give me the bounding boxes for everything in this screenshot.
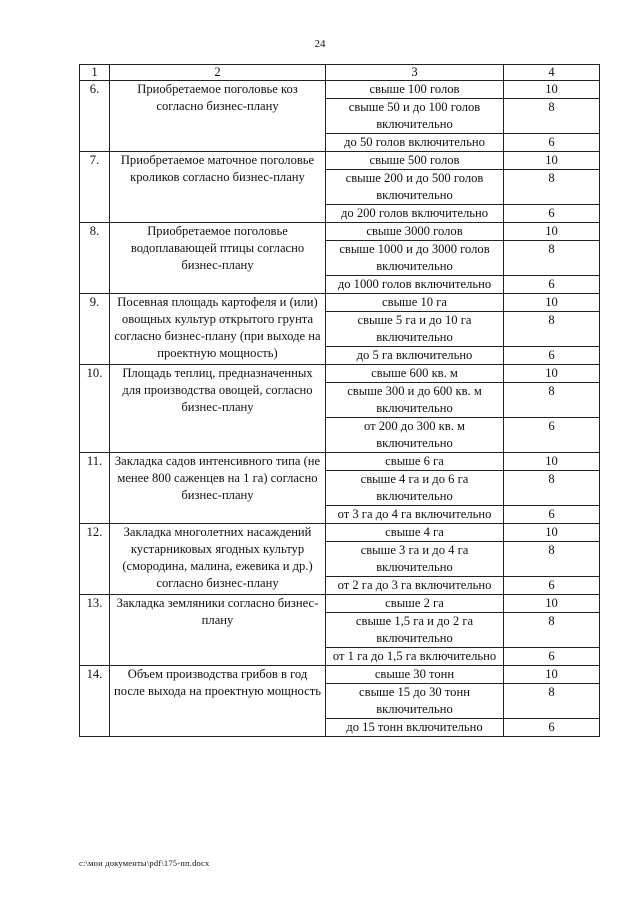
criterion-range: свыше 4 га xyxy=(326,524,504,542)
page-number: 24 xyxy=(314,38,326,50)
header-cell: 4 xyxy=(504,65,600,81)
criterion-range: свыше 10 га xyxy=(326,294,504,312)
criterion-name: Закладка садов интенсивного типа (не менее 800 саженцев на 1 га) согласно бизнес-плану xyxy=(110,453,326,524)
criterion-score: 10 xyxy=(504,666,600,684)
criterion-range: до 5 га включительно xyxy=(326,347,504,365)
row-number: 6. xyxy=(80,81,110,152)
criterion-range: от 200 до 300 кв. м включительно xyxy=(326,418,504,453)
criterion-name: Закладка земляники согласно бизнес-плану xyxy=(110,595,326,666)
header-cell: 1 xyxy=(80,65,110,81)
row-number: 12. xyxy=(80,524,110,595)
criterion-score: 6 xyxy=(504,577,600,595)
table-row xyxy=(80,524,600,542)
criterion-score: 6 xyxy=(504,719,600,737)
criterion-name: Приобретаемое маточное поголовье кроликов согласно бизнес-плану xyxy=(110,152,326,223)
criterion-score: 8 xyxy=(504,99,600,134)
criterion-range: свыше 15 до 30 тонн включительно xyxy=(326,684,504,719)
criterion-score: 6 xyxy=(504,276,600,294)
table-row xyxy=(80,223,600,241)
criterion-score: 8 xyxy=(504,312,600,347)
criterion-range: свыше 300 и до 600 кв. м включительно xyxy=(326,383,504,418)
row-number: 9. xyxy=(80,294,110,365)
criterion-score: 6 xyxy=(504,648,600,666)
criterion-range: до 200 голов включительно xyxy=(326,205,504,223)
criterion-score: 6 xyxy=(504,134,600,152)
criterion-range: свыше 30 тонн xyxy=(326,666,504,684)
table-row xyxy=(80,81,600,99)
criterion-name: Объем производства грибов в год после выхода на проектную мощность xyxy=(110,666,326,737)
criterion-score: 10 xyxy=(504,81,600,99)
table-row xyxy=(80,595,600,613)
criterion-range: до 50 голов включительно xyxy=(326,134,504,152)
row-number: 10. xyxy=(80,365,110,453)
table-row xyxy=(80,152,600,170)
criterion-score: 6 xyxy=(504,506,600,524)
criterion-range: свыше 3000 голов xyxy=(326,223,504,241)
criterion-score: 8 xyxy=(504,170,600,205)
criterion-score: 8 xyxy=(504,383,600,418)
criterion-score: 10 xyxy=(504,152,600,170)
criterion-name: Приобретаемое поголовье водоплавающей птицы согласно бизнес-плану xyxy=(110,223,326,294)
row-number: 8. xyxy=(80,223,110,294)
criterion-range: от 2 га до 3 га включительно xyxy=(326,577,504,595)
criterion-range: свыше 3 га и до 4 га включительно xyxy=(326,542,504,577)
criterion-range: от 3 га до 4 га включительно xyxy=(326,506,504,524)
criterion-name: Площадь теплиц, предназначенных для производства овощей, согласно бизнес-плану xyxy=(110,365,326,453)
row-number: 7. xyxy=(80,152,110,223)
criterion-range: свыше 1000 и до 3000 голов включительно xyxy=(326,241,504,276)
table-row xyxy=(80,294,600,312)
table-row xyxy=(80,453,600,471)
criterion-score: 10 xyxy=(504,524,600,542)
criterion-score: 8 xyxy=(504,241,600,276)
header-cell: 2 xyxy=(110,65,326,81)
criterion-range: свыше 2 га xyxy=(326,595,504,613)
table-row xyxy=(80,365,600,383)
criterion-score: 6 xyxy=(504,205,600,223)
criterion-score: 6 xyxy=(504,418,600,453)
header-cell: 3 xyxy=(326,65,504,81)
criterion-range: свыше 6 га xyxy=(326,453,504,471)
criterion-range: свыше 50 и до 100 голов включительно xyxy=(326,99,504,134)
criterion-score: 8 xyxy=(504,471,600,506)
criterion-score: 10 xyxy=(504,453,600,471)
criterion-range: свыше 500 голов xyxy=(326,152,504,170)
criterion-score: 8 xyxy=(504,542,600,577)
criterion-range: свыше 1,5 га и до 2 га включительно xyxy=(326,613,504,648)
criterion-score: 6 xyxy=(504,347,600,365)
criterion-name: Приобретаемое поголовье коз согласно бизнес-плану xyxy=(110,81,326,152)
criterion-score: 8 xyxy=(504,684,600,719)
criterion-range: свыше 100 голов xyxy=(326,81,504,99)
table-header-row xyxy=(80,65,600,81)
criterion-range: до 1000 голов включительно xyxy=(326,276,504,294)
criterion-name: Закладка многолетних насаждений кустарниковых ягодных культур (смородина, малина, ежевика и др.) согласно бизнес-плану xyxy=(110,524,326,595)
criterion-score: 8 xyxy=(504,613,600,648)
criterion-range: от 1 га до 1,5 га включительно xyxy=(326,648,504,666)
criterion-range: свыше 4 га и до 6 га включительно xyxy=(326,471,504,506)
criterion-score: 10 xyxy=(504,365,600,383)
criterion-range: свыше 5 га и до 10 га включительно xyxy=(326,312,504,347)
table-row xyxy=(80,666,600,684)
criteria-table xyxy=(79,64,600,737)
criterion-name: Посевная площадь картофеля и (или) овощных культур открытого грунта согласно бизнес-плану (при выходе на проектную мощность) xyxy=(110,294,326,365)
row-number: 13. xyxy=(80,595,110,666)
criterion-score: 10 xyxy=(504,294,600,312)
criterion-range: свыше 600 кв. м xyxy=(326,365,504,383)
criterion-score: 10 xyxy=(504,223,600,241)
file-path-footer: c:\мои документы\pdf\175-пп.docx xyxy=(79,858,210,868)
row-number: 14. xyxy=(80,666,110,737)
criterion-score: 10 xyxy=(504,595,600,613)
criterion-range: свыше 200 и до 500 голов включительно xyxy=(326,170,504,205)
row-number: 11. xyxy=(80,453,110,524)
criterion-range: до 15 тонн включительно xyxy=(326,719,504,737)
